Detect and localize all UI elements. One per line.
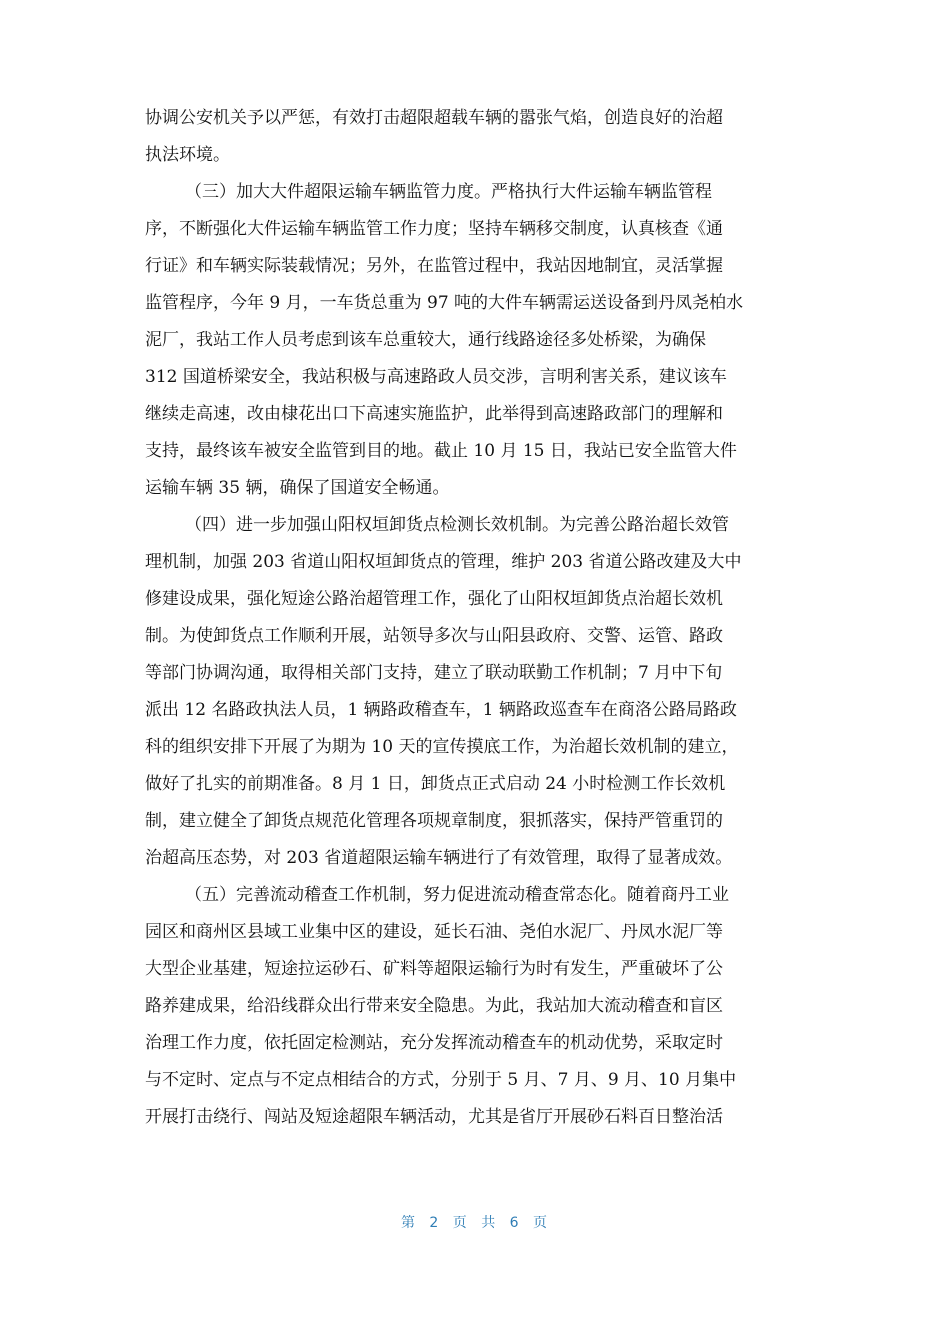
text-line: 理机制，加强 203 省道山阳权垣卸货点的管理，维护 203 省道公路改建及大中	[145, 552, 742, 572]
text-line: （四）进一步加强山阳权垣卸货点检测长效机制。为完善公路治超长效管	[185, 515, 729, 535]
text-line: 监管程序，今年 9 月，一车货总重为 97 吨的大件车辆需运送设备到丹凤尧柏水	[145, 293, 744, 313]
text-line: 与不定时、定点与不定点相结合的方式，分别于 5 月、7 月、9 月、10 月集中	[145, 1070, 737, 1090]
text-line: 等部门协调沟通，取得相关部门支持，建立了联动联勤工作机制；7 月中下旬	[145, 663, 723, 683]
text-line: 继续走高速，改由棣花出口下高速实施监护，此举得到高速路政部门的理解和	[145, 404, 723, 424]
text-line: 执法环境。	[145, 145, 230, 165]
text-line: 路养建成果，给沿线群众出行带来安全隐患。为此，我站加大流动稽查和盲区	[145, 996, 723, 1016]
text-line: 治超高压态势，对 203 省道超限运输车辆进行了有效管理，取得了显著成效。	[145, 848, 733, 868]
text-line: 科的组织安排下开展了为期为 10 天的宣传摸底工作，为治超长效机制的建立，	[145, 737, 739, 757]
text-line: 312 国道桥梁安全，我站积极与高速路政人员交涉，言明利害关系，建议该车	[145, 367, 727, 387]
text-line: 大型企业基建，短途拉运砂石、矿料等超限运输行为时有发生，严重破坏了公	[145, 959, 723, 979]
text-line: 治理工作力度，依托固定检测站，充分发挥流动稽查车的机动优势，采取定时	[145, 1033, 723, 1053]
text-line: 园区和商州区县域工业集中区的建设，延长石油、尧伯水泥厂、丹凤水泥厂等	[145, 922, 723, 942]
text-line: 协调公安机关予以严惩，有效打击超限超载车辆的嚣张气焰，创造良好的治超	[145, 108, 723, 128]
text-line: 制。为使卸货点工作顺利开展，站领导多次与山阳县政府、交警、运管、路政	[145, 626, 723, 646]
document-body	[145, 100, 807, 1136]
text-line: 制，建立健全了卸货点规范化管理各项规章制度，狠抓落实，保持严管重罚的	[145, 811, 723, 831]
page-number-footer: 第 2 页 共 6 页	[400, 1215, 550, 1231]
text-line: 泥厂，我站工作人员考虑到该车总重较大，通行线路途径多处桥梁，为确保	[145, 330, 706, 350]
text-line: （五）完善流动稽查工作机制，努力促进流动稽查常态化。随着商丹工业	[185, 885, 729, 905]
text-line: （三）加大大件超限运输车辆监管力度。严格执行大件运输车辆监管程	[185, 182, 712, 202]
text-line: 序，不断强化大件运输车辆监管工作力度；坚持车辆移交制度，认真核查《通	[145, 219, 723, 239]
text-line: 做好了扎实的前期准备。8 月 1 日，卸货点正式启动 24 小时检测工作长效机	[145, 774, 726, 794]
text-line: 行证》和车辆实际装载情况；另外，在监管过程中，我站因地制宜，灵活掌握	[145, 256, 723, 276]
text-line: 运输车辆 35 辆，确保了国道安全畅通。	[145, 478, 450, 498]
text-line: 开展打击绕行、闯站及短途超限车辆活动，尤其是省厅开展砂石料百日整治活	[145, 1107, 723, 1127]
text-line: 支持，最终该车被安全监管到目的地。截止 10 月 15 日，我站已安全监管大件	[145, 441, 737, 461]
text-line: 派出 12 名路政执法人员，1 辆路政稽查车，1 辆路政巡查车在商洛公路局路政	[145, 700, 737, 720]
text-line: 修建设成果，强化短途公路治超管理工作，强化了山阳权垣卸货点治超长效机	[145, 589, 723, 609]
